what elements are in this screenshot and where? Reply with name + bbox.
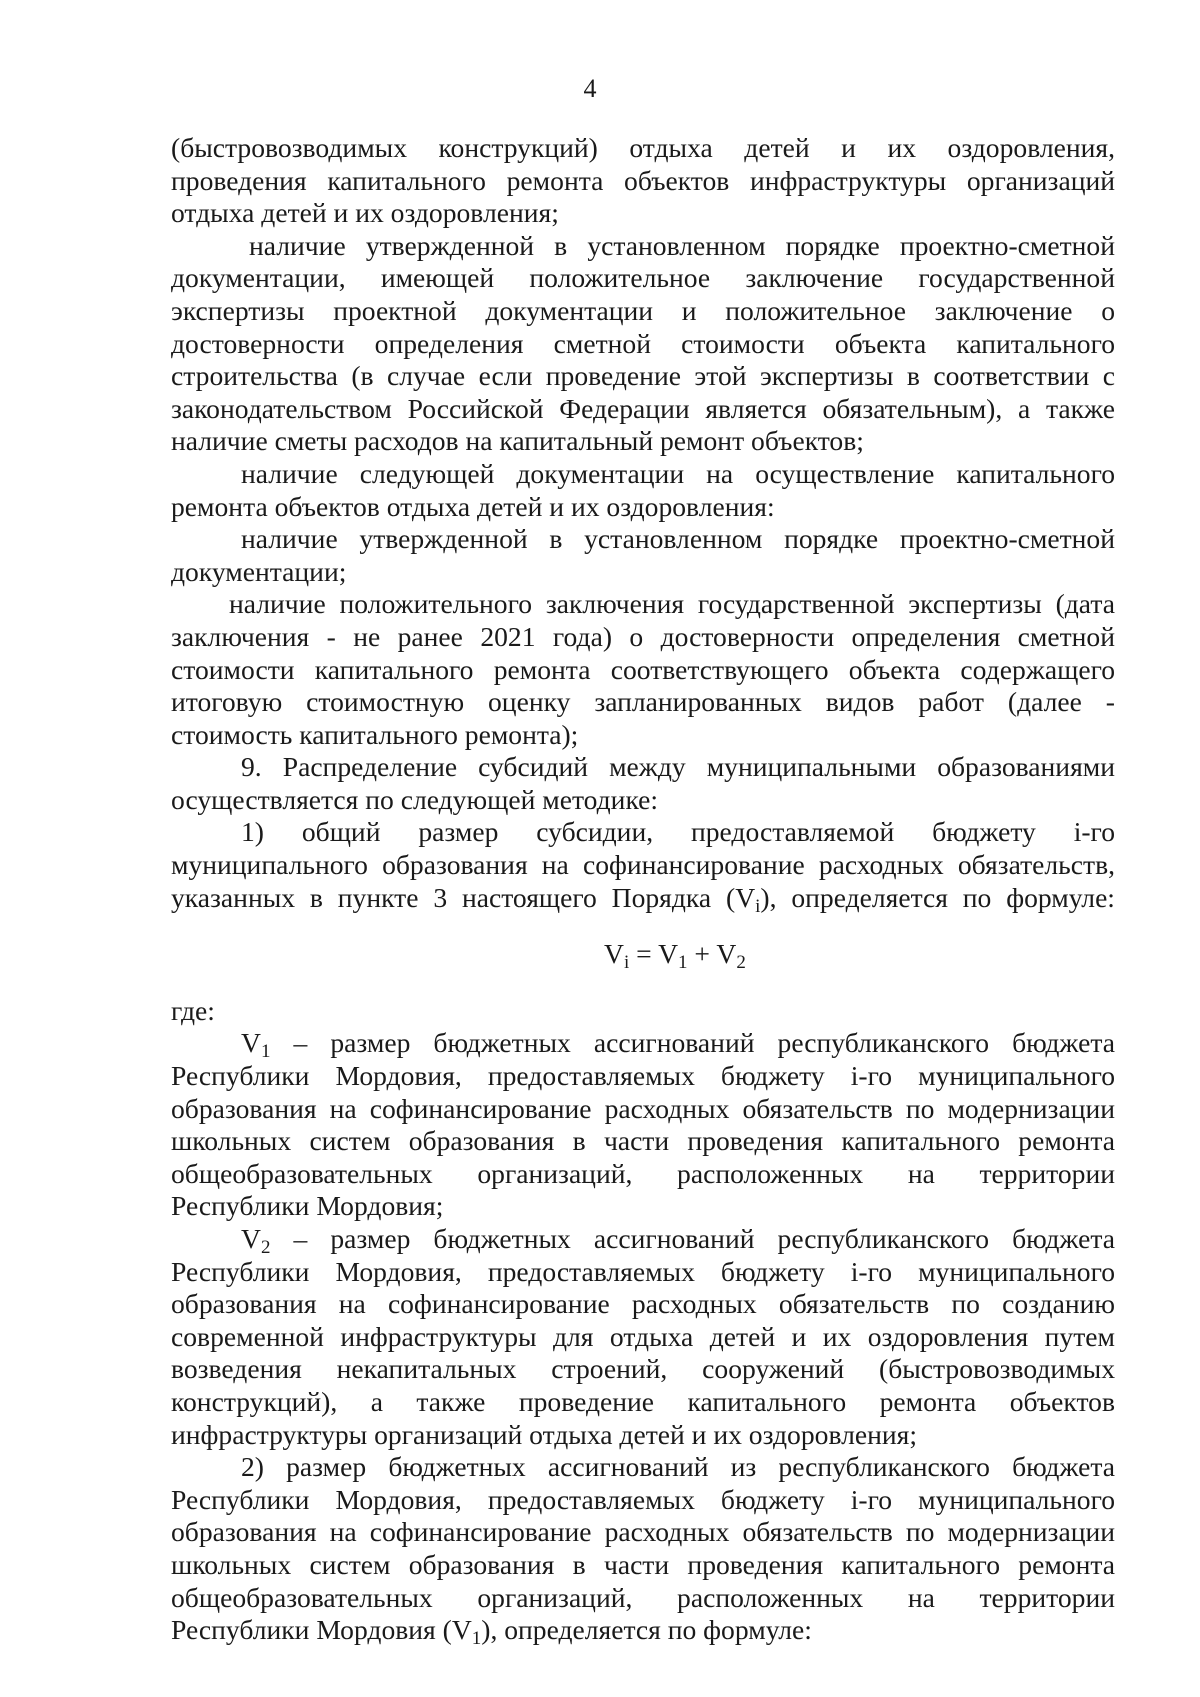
text-line: заключения - не ранее 2021 года) о достоверности определения сметной xyxy=(171,620,1115,652)
text-line: 9. Распределение субсидий между муниципальными образованиями xyxy=(241,751,1115,783)
text-line: школьных систем образования в части проведения капитального ремонта xyxy=(171,1125,1115,1157)
page-number: 4 xyxy=(583,74,597,103)
text-line: образования на софинансирование расходных обязательств по модернизации xyxy=(171,1092,1115,1124)
text-line: школьных систем образования в части проведения капитального ремонта xyxy=(171,1548,1115,1580)
text-line: наличие положительного заключения государственной экспертизы (дата xyxy=(229,588,1115,620)
text-line: (быстровозводимых конструкций) отдыха детей и их оздоровления, xyxy=(171,132,1115,163)
text-line: $V_2$ – размер бюджетных ассигнований республиканского бюджета xyxy=(241,1223,1115,1258)
text-line: конструкций), а также проведение капитального ремонта объектов xyxy=(171,1385,1115,1417)
text-line: итоговую стоимостную оценку запланированных видов работ (далее - xyxy=(171,686,1115,718)
text-line: возведения некапитальных строений, сооружений (быстровозводимых xyxy=(171,1353,1115,1385)
text-line: где: xyxy=(171,994,215,1026)
text-line: наличие сметы расходов на капитальный ремонт объектов; xyxy=(171,425,864,457)
text-line: наличие утвержденной в установленном порядке проектно-сметной xyxy=(249,229,1115,261)
text-line: Республики Мордовия, предоставляемых бюджету i-го муниципального xyxy=(171,1060,1115,1092)
text-line: 2) размер бюджетных ассигнований из республиканского бюджета xyxy=(241,1451,1115,1483)
text-line: проведения капитального ремонта объектов инфраструктуры организаций xyxy=(171,164,1115,196)
text-line: законодательством Российской Федерации является обязательным), а также xyxy=(171,392,1115,424)
text-line: наличие утвержденной в установленном порядке проектно-сметной xyxy=(241,523,1115,555)
text-line: Республики Мордовия $(V_1)$, определяется по формуле: xyxy=(171,1614,812,1650)
text-line: документации, имеющей положительное заключение государственной xyxy=(171,262,1115,294)
text-line: инфраструктуры организаций отдыха детей и их оздоровления; xyxy=(171,1418,918,1450)
text-line: общеобразовательных организаций, расположенных на территории xyxy=(171,1581,1115,1613)
text-line: осуществляется по следующей методике: xyxy=(171,783,659,815)
text-line: указанных в пункте 3 настоящего Порядка $(V_i)$, определяется по формуле: xyxy=(171,881,1115,917)
text-line: Республики Мордовия; xyxy=(171,1190,444,1222)
text-line: общеобразовательных организаций, расположенных на территории xyxy=(171,1157,1115,1189)
text-line: современной инфраструктуры для отдыха детей и их оздоровления путем xyxy=(171,1320,1115,1352)
formula: $V_i = V_1 + V_2$ xyxy=(604,938,746,974)
text-line: отдыха детей и их оздоровления; xyxy=(171,197,559,229)
text-line: документации; xyxy=(171,555,347,587)
text-line: стоимости капитального ремонта соответствующего объекта содержащего xyxy=(171,653,1115,685)
text-line: муниципального образования на софинансирование расходных обязательств, xyxy=(171,849,1115,881)
text-line: Республики Мордовия, предоставляемых бюджету i-го муниципального xyxy=(171,1483,1115,1515)
text-line: стоимость капитального ремонта); xyxy=(171,718,579,750)
text-line: образования на софинансирование расходных обязательств по созданию xyxy=(171,1288,1115,1320)
document-body xyxy=(171,132,1115,1650)
text-line: строительства (в случае если проведение этой экспертизы в соответствии с xyxy=(171,360,1115,392)
text-line: ремонта объектов отдыха детей и их оздоровления: xyxy=(171,490,775,522)
text-line: образования на софинансирование расходных обязательств по модернизации xyxy=(171,1516,1115,1548)
text-line: Республики Мордовия, предоставляемых бюджету i-го муниципального xyxy=(171,1255,1115,1287)
text-line: наличие следующей документации на осуществление капитального xyxy=(241,457,1115,489)
text-line: 1) общий размер субсидии, предоставляемой бюджету i-го xyxy=(241,816,1115,848)
text-line: $V_1$ – размер бюджетных ассигнований республиканского бюджета xyxy=(241,1027,1115,1063)
text-line: экспертизы проектной документации и положительное заключение о xyxy=(171,294,1115,326)
text-line: достоверности определения сметной стоимости объекта капитального xyxy=(171,327,1115,359)
